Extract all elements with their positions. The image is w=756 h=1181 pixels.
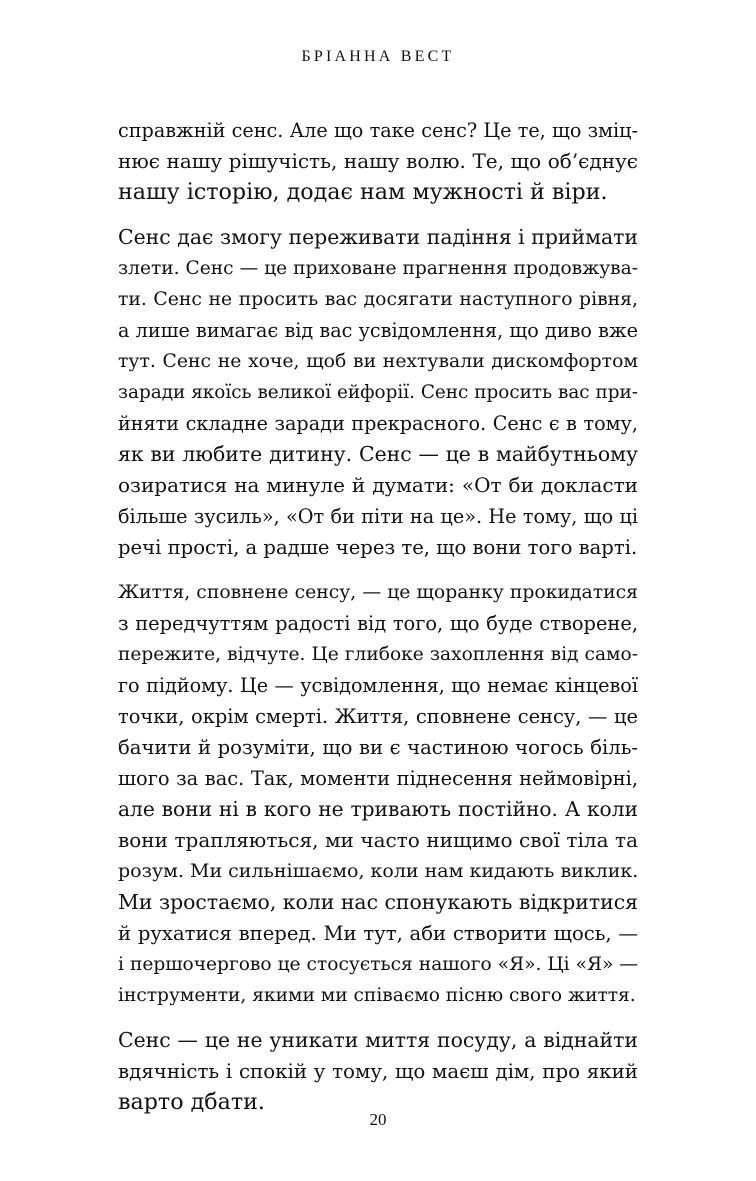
text-line: злети. Сенс — це приховане прагнення продовжува- [118, 258, 638, 279]
text-line: го підйому. Це — усвідомлення, що немає кінцевої [118, 674, 638, 697]
text-line: інструменти, якими ми співаємо пісню свого життя. [118, 985, 636, 1006]
running-header: БРІАННА ВЕСТ [301, 48, 455, 65]
text-line: нює нашу рішучість, нашу волю. Те, що об’єднує [118, 149, 638, 173]
text-line: ти. Сенс не просить вас досягати наступного рівня, [118, 289, 638, 310]
text-line: Сенс — це не уникати миття посуду, а віднайти [118, 1028, 638, 1052]
text-line: вдячність і спокій у тому, що маєш дім, про який [118, 1060, 638, 1083]
text-line: а лише вимагає від вас усвідомлення, що диво вже [118, 319, 638, 342]
text-line: озиратися на минуле й думати: «От би докласти [118, 473, 638, 497]
text-line: шого за вас. Так, моменти піднесення неймовірні, [118, 767, 638, 790]
text-line: Життя, сповнене сенсу, — це щоранку прокидатися [118, 582, 638, 603]
text-line: й рухатися вперед. Ми тут, аби створити щось, — [118, 922, 638, 945]
text-line: вони трапляються, ми часто нищимо свої тіла та [118, 828, 638, 852]
text-line: але вони ні в кого не тривають постійно. А коли [118, 797, 638, 821]
text-line: пережите, відчуте. Це глибоке захоплення від само- [118, 644, 638, 665]
text-line: справжній сенс. Але що таке сенс? Це те, що зміц- [118, 119, 638, 142]
text-line: тут. Сенс не хоче, щоб ви нехтували дискомфортом [118, 351, 638, 372]
text-line: речі прості, а радше через те, що вони того варті. [118, 536, 638, 559]
text-line: йняти складне заради прекрасного. Сенс є в тому, [118, 412, 638, 435]
page-number: 20 [369, 1110, 387, 1129]
text-line: Сенс дає змогу переживати падіння і приймати [118, 225, 638, 249]
text-line: варто дбати. [118, 1089, 265, 1115]
text-line: розум. Ми сильнішаємо, коли нам кидають виклик. [118, 860, 639, 882]
text-line: Ми зростаємо, коли нас спонукають відкритися [118, 890, 638, 914]
text-line: бачити й розуміти, що ви є частиною чогось біль- [118, 736, 638, 759]
text-line: з передчуттям радості від того, що буде створене, [118, 612, 638, 635]
text-line: і першочергово це стосується нашого «Я». Ці «Я» — [118, 954, 638, 975]
text-line: більше зусиль», «От би піти на це». Не тому, що ці [118, 505, 638, 528]
text-line: точки, окрім смерті. Життя, сповнене сенсу, — це [118, 705, 638, 728]
text-line: як ви любите дитину. Сенс — це в майбутньому [118, 442, 638, 466]
text-line: нашу історію, додає нам мужності й віри. [118, 179, 608, 205]
text-line: заради якоїсь великої ейфорії. Сенс просить вас при- [118, 382, 638, 403]
